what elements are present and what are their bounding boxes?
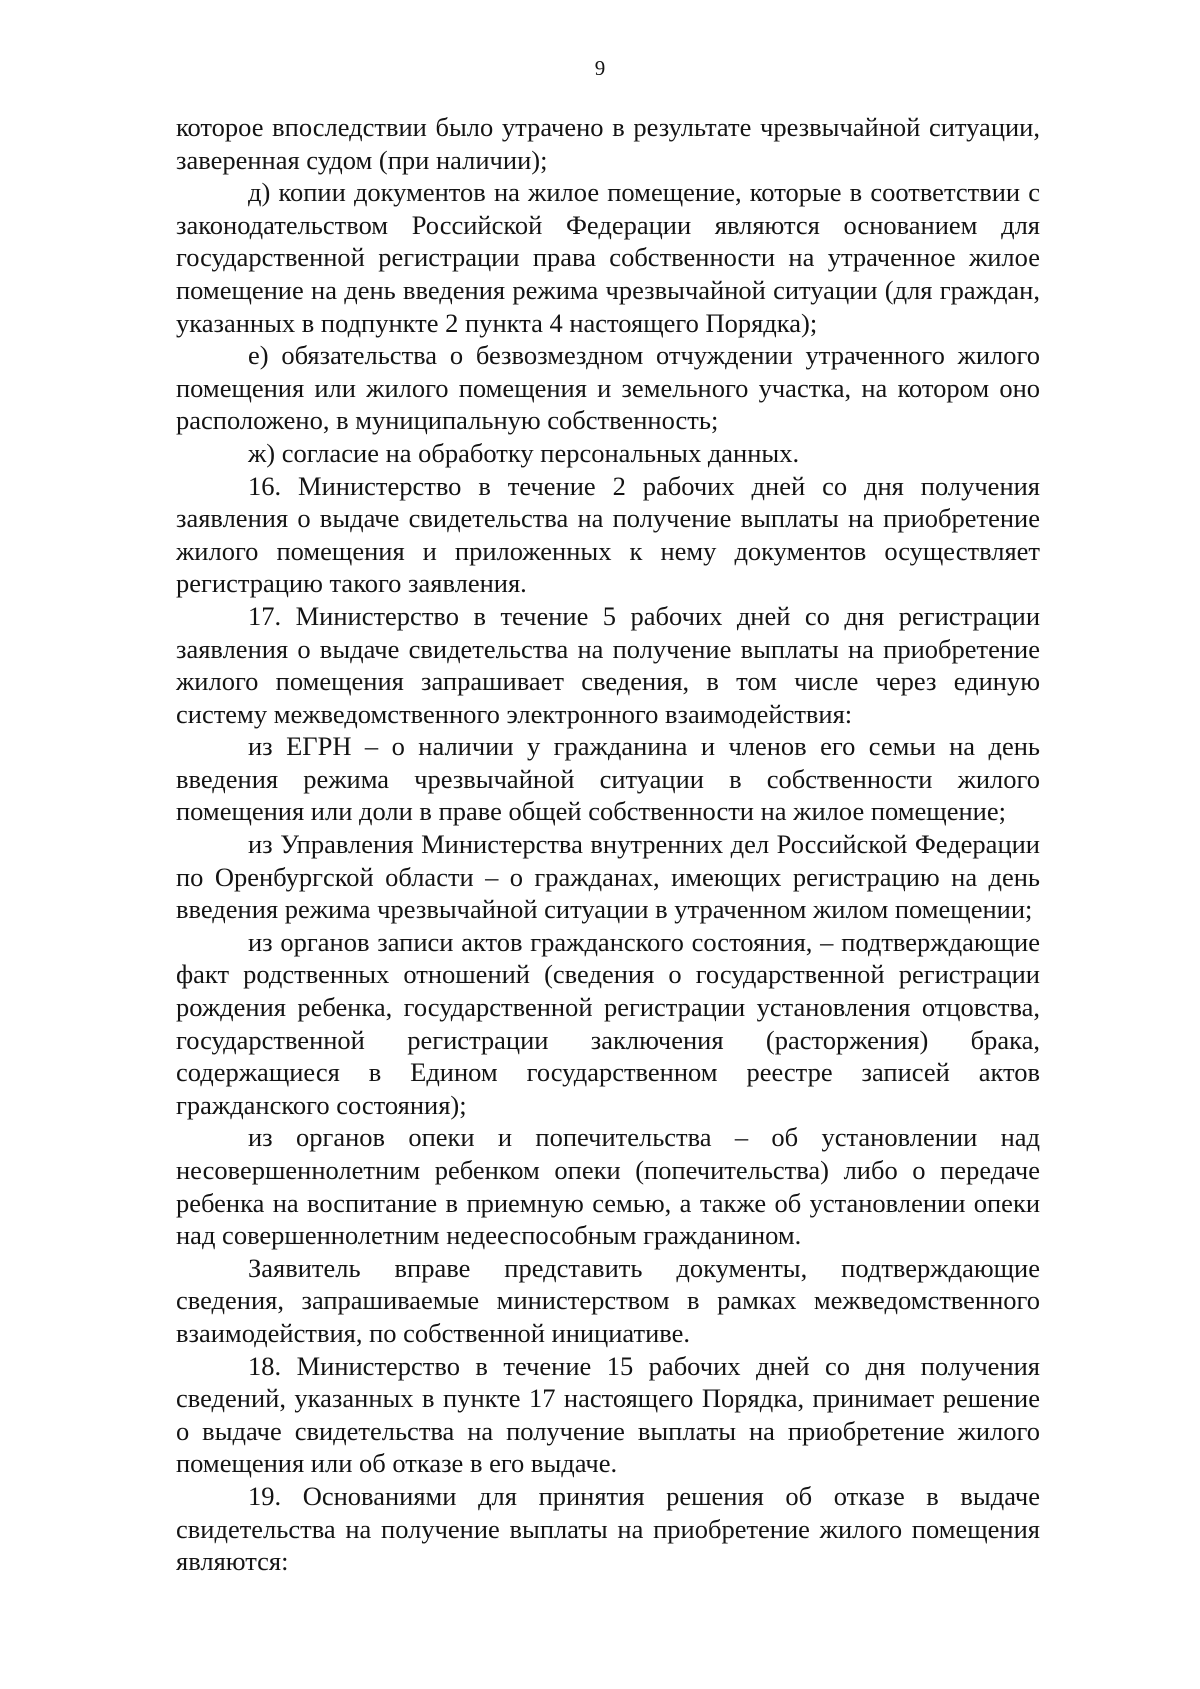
paragraph-guardianship-request: из органов опеки и попечительства – об установлении над несовершеннолетним ребенком опеки (попечительства) либо о передаче ребенка на воспитание в приемную семью, а также об установлении опеки над совершеннолетним недееспособным гражданином. [176,1122,1040,1251]
paragraph-clause-17: 17. Министерство в течение 5 рабочих дней со дня регистрации заявления о выдаче свидетельства на получение выплаты на приобретение жилого помещения запрашивает сведения, в том числе через единую систему межведомственного электронного взаимодействия: [176,600,1040,729]
paragraph-zags-request: из органов записи актов гражданского состояния, – подтверждающие факт родственных отношений (сведения о государственной регистрации рождения ребенка, государственной регистрации установления отцовства, государственной регистрации заключения (расторжения) брака, содержащиеся в Едином государственном реестре записей актов гражданского состояния); [176,926,1040,1120]
paragraph-applicant-right: Заявитель вправе представить документы, подтверждающие сведения, запрашиваемые министерством в рамках межведомственного взаимодействия, по собственной инициативе. [176,1252,1040,1348]
paragraph-egrn-request: из ЕГРН – о наличии у гражданина и членов его семьи на день введения режима чрезвычайной ситуации в собственности жилого помещения или доли в праве общей собственности на жилое помещение; [176,731,1040,827]
paragraph-item-d: д) копии документов на жилое помещение, которые в соответствии с законодательством Российской Федерации являются основанием для государственной регистрации права собственности на утраченное жилое помещение на день введения режима чрезвычайной ситуации (для граждан, указанных в подпункте 2 пункта 4 настоящего Порядка); [176,177,1040,338]
paragraph-clause-19: 19. Основаниями для принятия решения об отказе в выдаче свидетельства на получение выплаты на приобретение жилого помещения являются: [176,1480,1040,1577]
paragraph-item-e: е) обязательства о безвозмездном отчуждении утраченного жилого помещения или жилого помещения и земельного участка, на котором оно расположено, в муниципальную собственность; [176,340,1040,436]
paragraph-mvd-request: из Управления Министерства внутренних дел Российской Федерации по Оренбургской области – о гражданах, имеющих регистрацию на день введения режима чрезвычайной ситуации в утраченном жилом помещении; [176,829,1040,925]
paragraph-clause-18: 18. Министерство в течение 15 рабочих дней со дня получения сведений, указанных в пункте 17 настоящего Порядка, принимает решение о выдаче свидетельства на получение выплаты на приобретение жилого помещения или об отказе в его выдаче. [176,1350,1040,1479]
page-number: 9 [594,56,606,80]
paragraph-item-zh: ж) согласие на обработку персональных данных. [248,437,800,468]
paragraph-clause-16: 16. Министерство в течение 2 рабочих дней со дня получения заявления о выдаче свидетельства на получение выплаты на приобретение жилого помещения и приложенных к нему документов осуществляет регистрацию такого заявления. [176,470,1040,599]
paragraph-continuation: которое впоследствии было утрачено в результате чрезвычайной ситуации, заверенная судом (при наличии); [176,112,1040,175]
document-body [176,111,1040,1578]
